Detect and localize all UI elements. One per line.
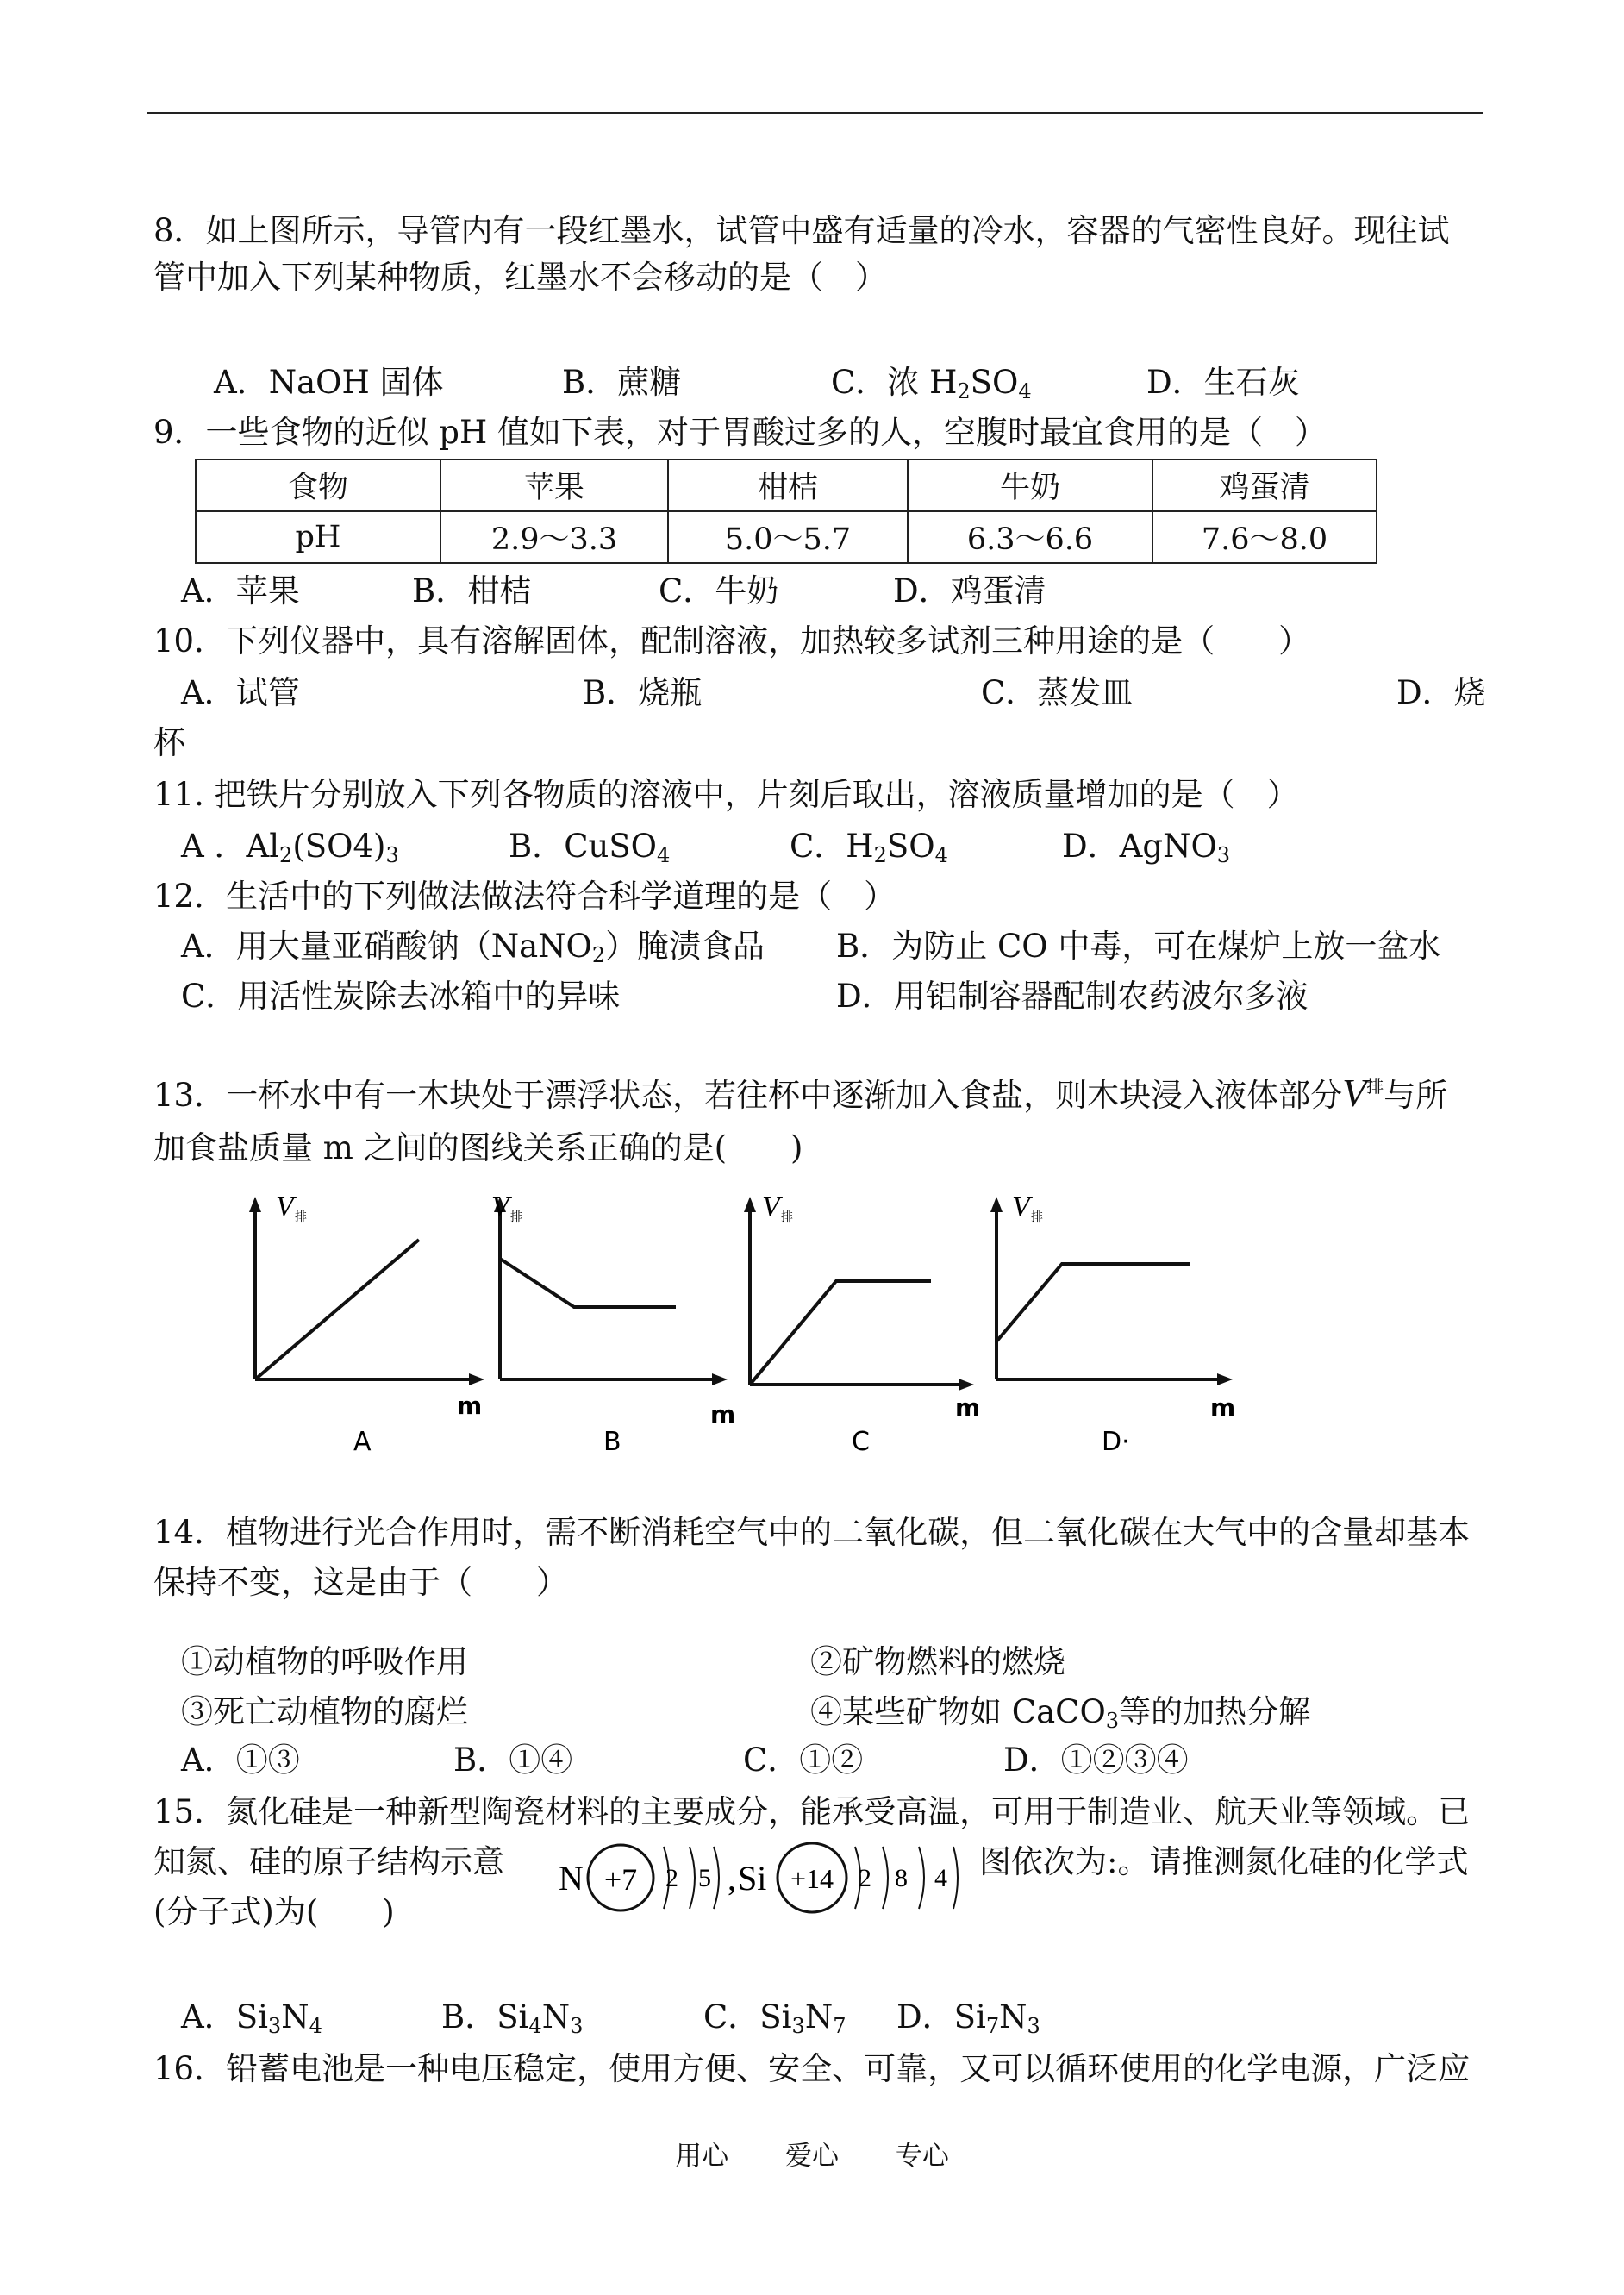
v-immersed-symbol: V [1342, 1071, 1367, 1115]
y-axis-label: V [762, 1191, 780, 1223]
table-cell: 6.3～6.6 [908, 511, 1152, 563]
table-cell: pH [196, 511, 440, 563]
q8-option-c: C．浓 $H_2SO_4$ [831, 364, 1032, 403]
shell-electrons: 2 [665, 1864, 678, 1892]
q12-option-d: D．用铝制容器配制农药波尔多液 [836, 978, 1309, 1015]
q11-option-a: A ．$Al_2(SO4)_3$ [181, 828, 399, 867]
q14-stem-line2: 保持不变，这是由于（ ） [153, 1564, 568, 1601]
atom-symbol-n: N [559, 1859, 584, 1898]
q12-option-b: B．为防止 CO 中毒，可在煤炉上放一盆水 [836, 928, 1441, 965]
q10-stem: 10．下列仪器中，具有溶解固体，配制溶液，加热较多试剂三种用途的是（ ） [153, 622, 1311, 660]
ph-table-header-row [196, 460, 1377, 511]
y-axis-label: V [1012, 1191, 1030, 1223]
x-axis-arrow [1217, 1373, 1233, 1385]
x-axis-label: m [710, 1400, 736, 1429]
q12-stem: 12．生活中的下列做法做法符合科学道理的是（ ） [153, 878, 896, 915]
electron-shell [953, 1847, 958, 1909]
q14-option-d: D．①②③④ [1003, 1742, 1189, 1779]
q9-option-c: C．牛奶 [659, 572, 779, 610]
shell-electrons: 8 [895, 1864, 908, 1892]
q9-option-b: B．柑桔 [412, 572, 532, 610]
graph-d [983, 1190, 1250, 1466]
q9-option-a: A．苹果 [181, 572, 300, 610]
table-cell: 2.9～3.3 [440, 511, 668, 563]
graph-label: B [603, 1427, 621, 1457]
nitrogen-atom-diagram [559, 1845, 719, 1910]
footer-text: 专心 [895, 2141, 949, 2172]
ph-table-value-row [196, 511, 1377, 563]
table-cell: 苹果 [440, 460, 668, 511]
y-axis-sub: 排 [1031, 1210, 1043, 1224]
footer-text: 爱心 [785, 2141, 839, 2172]
q15-stem-line2b: 图依次为:。请推测氮化硅的化学式 [979, 1843, 1469, 1880]
silicon-atom-diagram [738, 1843, 958, 1912]
q11-option-b: B．CuSO$_4$ [509, 828, 671, 867]
graph-line [255, 1240, 419, 1379]
q11-option-d: D．AgNO$_3$ [1062, 828, 1231, 867]
q12-option-c: C．用活性炭除去冰箱中的异味 [181, 978, 621, 1015]
y-axis-sub: 排 [781, 1210, 793, 1224]
q16-stem: 16．铅蓄电池是一种电压稳定，使用方便、安全、可靠，又可以循环使用的化学电源，广泛应 [153, 2050, 1471, 2087]
shell-electrons: 4 [934, 1864, 947, 1892]
q14-option-a: A．①③ [181, 1742, 300, 1779]
q14-item-1: ①动植物的呼吸作用 [181, 1643, 468, 1680]
q8-stem-line1: 8．如上图所示，导管内有一段红墨水，试管中盛有适量的冷水，容器的气密性良好。现往试 [153, 212, 1450, 249]
atom-structure-diagrams [559, 1829, 964, 1924]
table-cell: 鸡蛋清 [1152, 460, 1377, 511]
graph-label: D· [1102, 1427, 1130, 1457]
ph-table [195, 459, 1377, 564]
q14-item-2: ②矿物燃料的燃烧 [810, 1643, 1065, 1680]
nucleus-charge: +7 [603, 1862, 638, 1897]
x-axis-label: m [457, 1391, 483, 1420]
q9-option-d: D．鸡蛋清 [893, 572, 1046, 610]
q15-option-a: A．$Si_3N_4$ [181, 1998, 322, 2038]
table-cell: 5.0～5.7 [668, 511, 908, 563]
q15-option-d: D．$Si_7N_3$ [896, 1998, 1040, 2038]
q14-item-3: ③死亡动植物的腐烂 [181, 1693, 468, 1730]
graph-b [483, 1190, 741, 1466]
y-axis-arrow [249, 1197, 261, 1212]
q8-option-b: B．蔗糖 [562, 364, 682, 401]
graph-a [241, 1190, 500, 1466]
table-cell: 牛奶 [908, 460, 1152, 511]
electron-shell [883, 1847, 888, 1909]
q10-option-d: D．烧 [1396, 674, 1486, 711]
y-axis-label: V [276, 1191, 294, 1223]
y-axis-sub: 排 [510, 1210, 522, 1224]
q9-stem: 9．一些食物的近似 pH 值如下表，对于胃酸过多的人，空腹时最宜食用的是（ ） [153, 414, 1327, 451]
q10-option-c: C．蒸发皿 [981, 674, 1134, 711]
electron-shell [919, 1847, 924, 1909]
q14-item-4: ④某些矿物如 CaCO$_3$等的加热分解 [810, 1693, 1311, 1733]
q15-stem-line3: (分子式)为( ) [153, 1893, 395, 1930]
graph-line [500, 1259, 676, 1307]
x-axis-arrow [959, 1379, 974, 1391]
graph-label: A [353, 1427, 372, 1457]
q15-stem-line1: 15．氮化硅是一种新型陶瓷材料的主要成分，能承受高温，可用于制造业、航天业等领域。已 [153, 1793, 1471, 1830]
graph-label: C [852, 1427, 870, 1457]
q8-option-d: D．生石灰 [1146, 364, 1300, 401]
shell-electrons: 5 [698, 1864, 711, 1892]
x-axis-label: m [1210, 1393, 1236, 1422]
shell-electrons: 2 [859, 1864, 871, 1892]
table-cell: 食物 [196, 460, 440, 511]
graph-line [996, 1264, 1190, 1341]
footer-text: 用心 [675, 2141, 729, 2172]
atom-symbol-si: Si [738, 1859, 767, 1898]
graph-line [750, 1281, 931, 1385]
table-cell: 柑桔 [668, 460, 908, 511]
x-axis-label: m [955, 1393, 981, 1422]
q12-option-a: A．用大量亚硝酸钠（NaNO$_2$）腌渍食品 [181, 928, 765, 967]
electron-shell [690, 1847, 695, 1909]
q10-option-a: A．试管 [181, 674, 300, 711]
graph-c [733, 1190, 991, 1466]
q15-option-c: C．$Si_3N_7$ [703, 1998, 846, 2038]
y-axis-label: V [491, 1191, 509, 1223]
separator: , [728, 1859, 736, 1898]
q13-stem-line2: 加食盐质量 m 之间的图线关系正确的是( ) [153, 1129, 803, 1166]
y-axis-arrow [744, 1197, 756, 1212]
q10-option-b: B．烧瓶 [583, 674, 703, 711]
q10-option-d-cont: 杯 [153, 724, 185, 761]
q14-option-b: B．①④ [453, 1742, 573, 1779]
q14-stem-line1: 14．植物进行光合作用时，需不断消耗空气中的二氧化碳，但二氧化碳在大气中的含量却基本 [153, 1514, 1471, 1551]
q15-stem-line2a: 知氮、硅的原子结构示意 [153, 1843, 504, 1880]
electron-shell [714, 1847, 719, 1909]
y-axis-sub: 排 [295, 1210, 307, 1224]
header-rule [147, 112, 1483, 114]
q11-stem: 11. 把铁片分别放入下列各物质的溶液中，片刻后取出，溶液质量增加的是（ ） [153, 776, 1299, 813]
nucleus-charge: +14 [790, 1863, 834, 1894]
y-axis-arrow [990, 1197, 1003, 1212]
table-cell: 7.6～8.0 [1152, 511, 1377, 563]
q13-stem-line1: 13．一杯水中有一木块处于漂浮状态，若往杯中逐渐加入食盐，则木块浸入液体部分$V_排$与所 [153, 1071, 1448, 1115]
q14-option-c: C．①② [743, 1742, 864, 1779]
q8-stem-line2: 管中加入下列某种物质，红墨水不会移动的是（ ） [153, 259, 887, 296]
q11-option-c: C．$H_2SO_4$ [790, 828, 948, 867]
q8-option-a: A．NaOH 固体 [214, 364, 444, 401]
q15-option-b: B．$Si_4N_3$ [441, 1998, 584, 2038]
x-axis-arrow [712, 1373, 728, 1385]
page-footer [0, 2134, 1624, 2173]
